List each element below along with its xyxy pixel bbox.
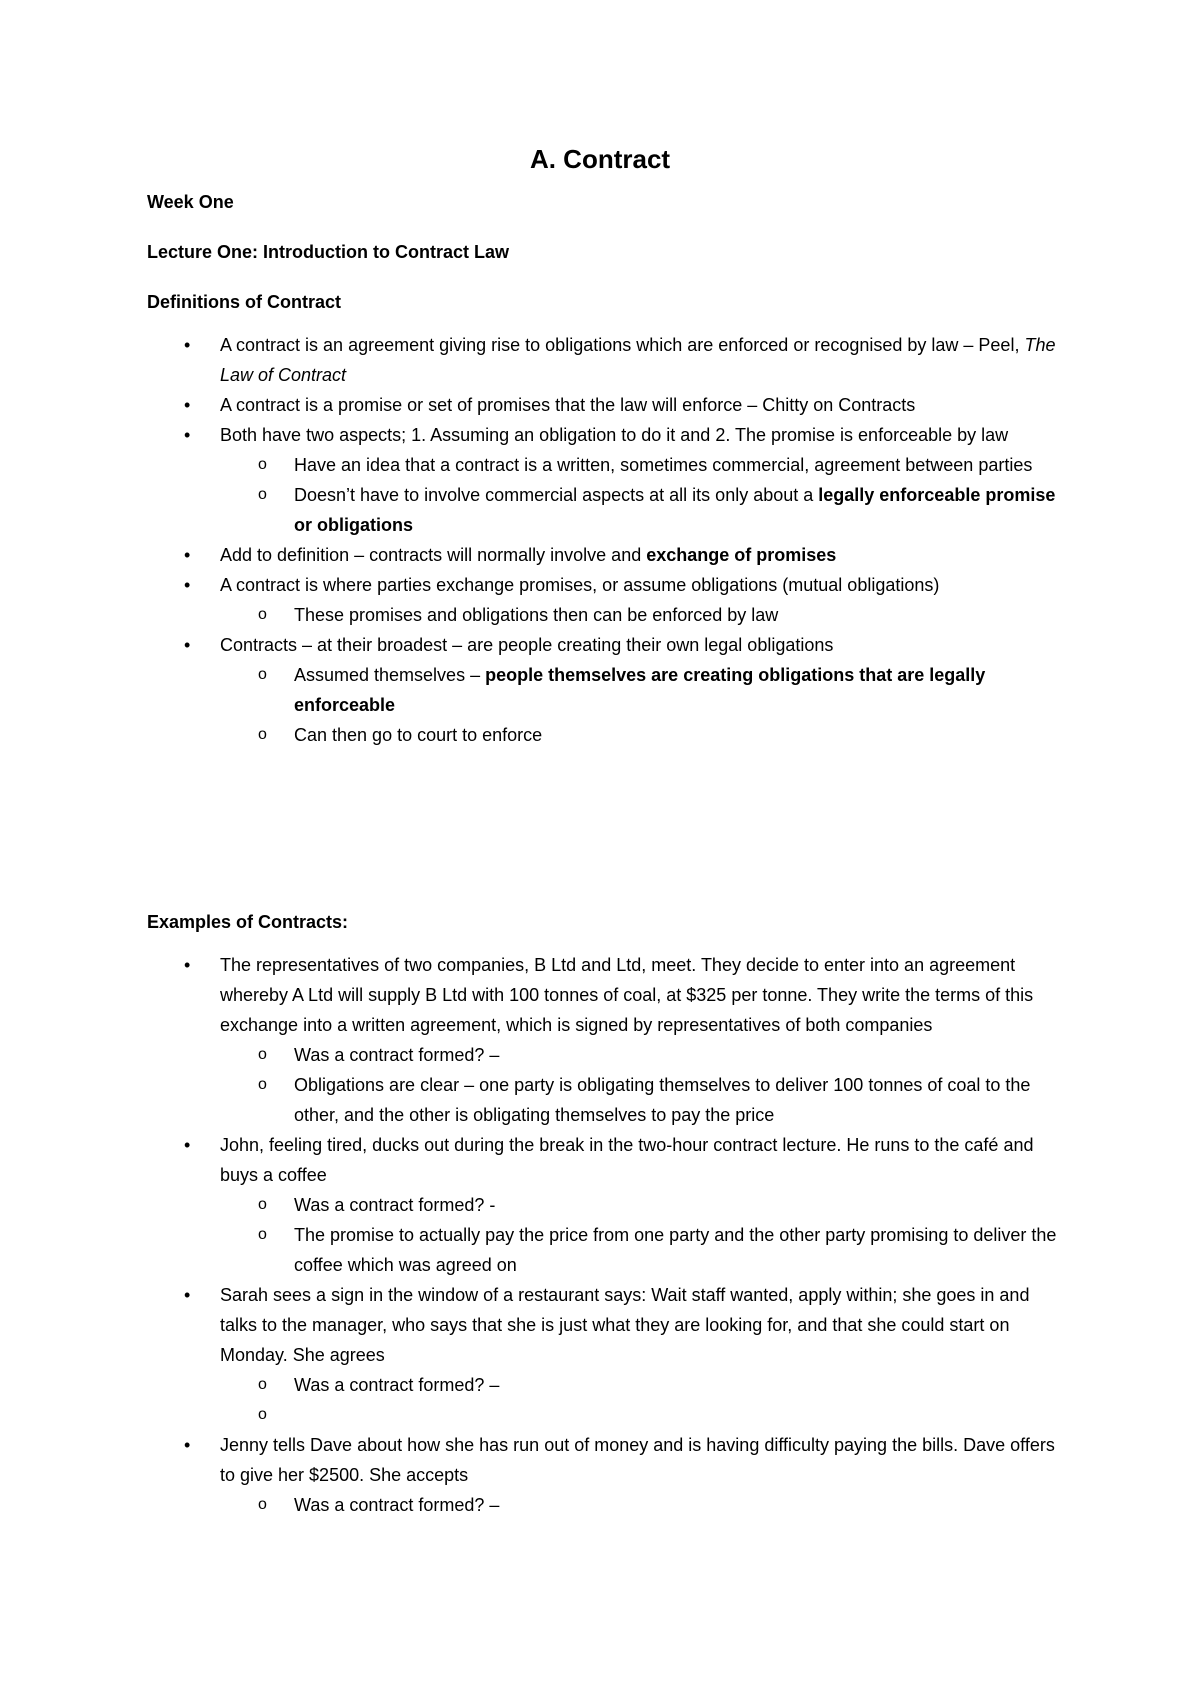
list-item: • Both have two aspects; 1. Assuming an obligation to do it and 2. The promise is enforceable by law <box>0 420 1200 450</box>
sub-list-item: o Doesn’t have to involve commercial aspects at all its only about a legally enforceable promise or obligations <box>0 480 1200 540</box>
sub-bullet-icon: o <box>258 1226 267 1243</box>
sub-bullet-icon: o <box>258 1076 267 1093</box>
bullet-icon: • <box>184 425 191 445</box>
sub-bullet-icon: o <box>258 726 267 743</box>
book-title: The Law of Contract <box>220 335 1056 385</box>
sub-bullet-icon: o <box>258 1496 267 1513</box>
sub-list-item: o Was a contract formed? - <box>0 1190 1200 1220</box>
sub-bullet-icon: o <box>258 1196 267 1213</box>
sub-bullet-icon: o <box>258 606 267 623</box>
examples-heading: Examples of Contracts: <box>147 912 349 932</box>
list-item: • A contract is a promise or set of promises that the law will enforce – Chitty on Contracts <box>0 390 1200 420</box>
sub-bullet-icon: o <box>258 456 267 473</box>
definitions-list <box>0 330 1200 750</box>
list-item: • A contract is where parties exchange promises, or assume obligations (mutual obligations) <box>0 570 1200 600</box>
bullet-icon: • <box>184 1135 191 1155</box>
page-title: A. Contract <box>529 144 671 174</box>
list-item: • John, feeling tired, ducks out during the break in the two-hour contract lecture. He runs to the café and buys a coffee <box>0 1130 1200 1190</box>
list-item: • Sarah sees a sign in the window of a restaurant says: Wait staff wanted, apply within; she goes in and talks to the manager, who says that she is just what they are looking for, and that she could start on Monday. She agrees <box>0 1280 1200 1370</box>
list-item: • Contracts – at their broadest – are people creating their own legal obligations <box>0 630 1200 660</box>
sub-list-item: o Can then go to court to enforce <box>0 720 1200 750</box>
bullet-icon: • <box>184 635 191 655</box>
bullet-icon: • <box>184 335 191 355</box>
lecture-heading: Lecture One: Introduction to Contract Law <box>147 242 510 262</box>
list-item: • Jenny tells Dave about how she has run out of money and is having difficulty paying the bills. Dave offers to give her $2500. She accepts <box>0 1430 1200 1490</box>
bullet-icon: • <box>184 395 191 415</box>
sub-bullet-icon: o <box>258 1046 267 1063</box>
sub-list-item: o Assumed themselves – people themselves are creating obligations that are legally enforceable <box>0 660 1200 720</box>
week-heading: Week One <box>147 192 234 212</box>
sub-bullet-icon: o <box>258 486 267 503</box>
sub-list-item: o The promise to actually pay the price from one party and the other party promising to deliver the coffee which was agreed on <box>0 1220 1200 1280</box>
list-item: • Add to definition – contracts will normally involve and exchange of promises <box>0 540 1200 570</box>
sub-bullet-icon: o <box>258 1406 267 1423</box>
examples-list <box>0 950 1200 1520</box>
sub-list-item: o Obligations are clear – one party is obligating themselves to deliver 100 tonnes of coal to the other, and the other is obligating themselves to pay the price <box>0 1070 1200 1130</box>
sub-list-item: o Was a contract formed? – <box>0 1490 1200 1520</box>
list-item: • A contract is an agreement giving rise to obligations which are enforced or recognised by law – Peel, The Law of Contract <box>0 330 1200 390</box>
sub-bullet-icon: o <box>258 666 267 683</box>
sub-bullet-icon: o <box>258 1376 267 1393</box>
bullet-icon: • <box>184 575 191 595</box>
sub-list-item: o Was a contract formed? – <box>0 1040 1200 1070</box>
definitions-heading: Definitions of Contract <box>147 292 341 312</box>
list-item: • The representatives of two companies, B Ltd and Ltd, meet. They decide to enter into an agreement whereby A Ltd will supply B Ltd with 100 tonnes of coal, at $325 per tonne. They write the terms of this exchange into a written agreement, which is signed by representatives of both companies <box>0 950 1200 1040</box>
bullet-icon: • <box>184 955 191 975</box>
bullet-icon: • <box>184 545 191 565</box>
sub-list-item: o These promises and obligations then can be enforced by law <box>0 600 1200 630</box>
bullet-icon: • <box>184 1285 191 1305</box>
bullet-icon: • <box>184 1435 191 1455</box>
sub-list-item <box>0 1400 1200 1430</box>
sub-list-item: o Have an idea that a contract is a written, sometimes commercial, agreement between parties <box>0 450 1200 480</box>
sub-list-item: o Was a contract formed? – <box>0 1370 1200 1400</box>
